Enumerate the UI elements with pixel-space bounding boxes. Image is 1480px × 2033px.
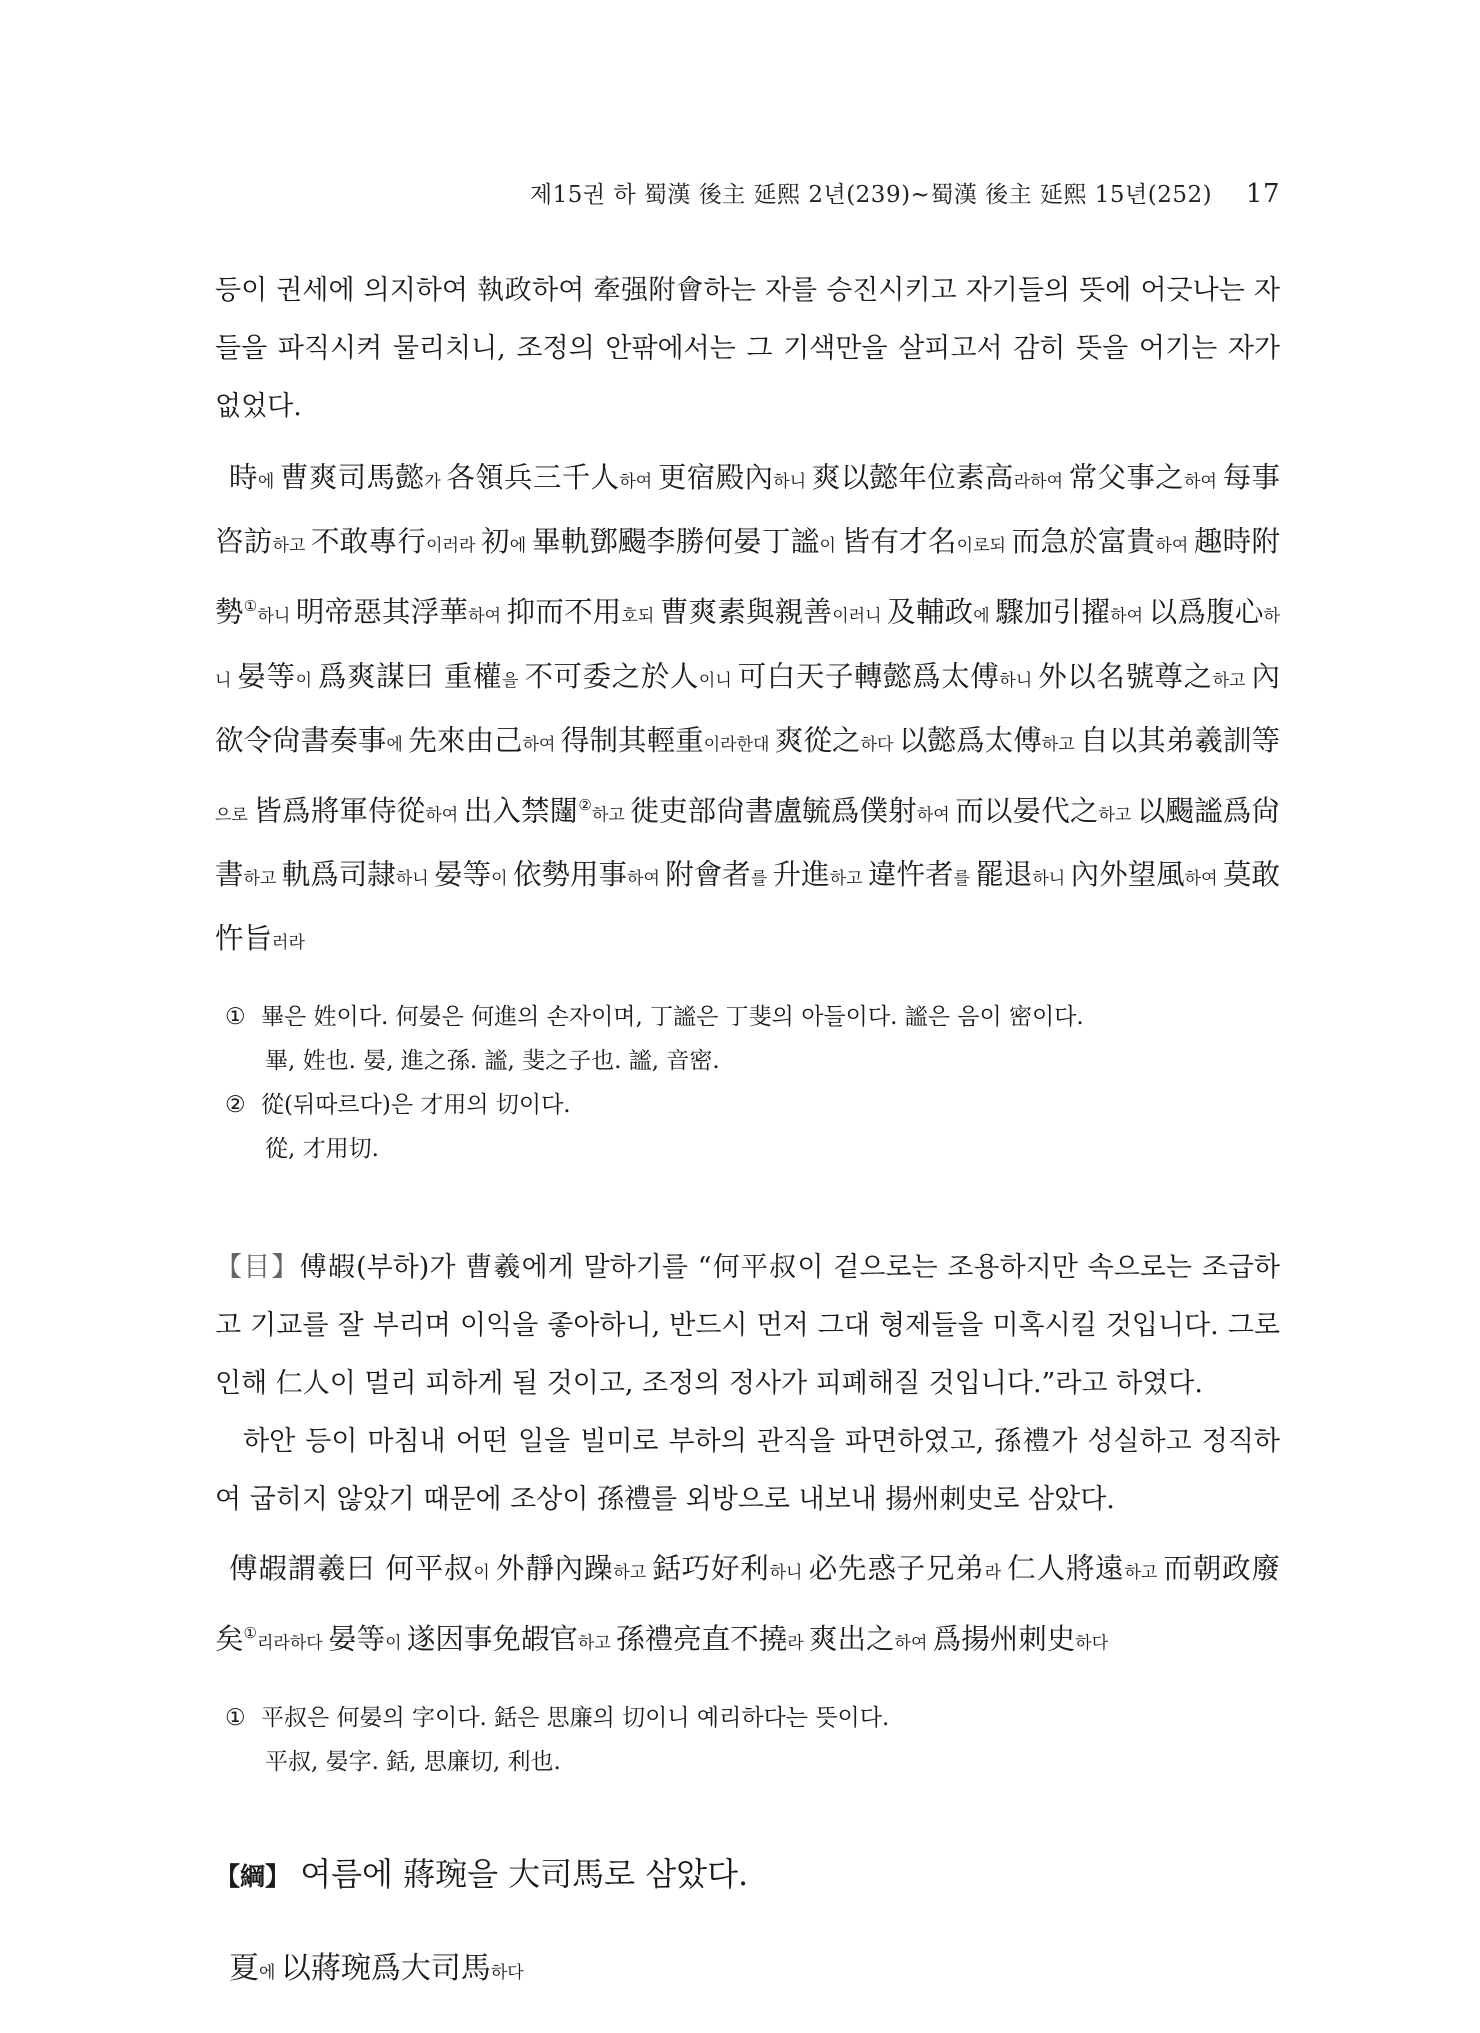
hanja-original-paragraph: 夏에 以蔣琬爲大司馬하다: [229, 1950, 524, 1986]
page-content: [215, 262, 1280, 2033]
footnote-ref: ①: [243, 597, 258, 615]
gang-paragraph: 【綱】 여름에 蔣琬을 大司馬로 삼았다.: [215, 1854, 749, 1893]
footnote-item: ② 從(뒤따르다)은 才用의 切이다. 從, 才用切.: [225, 1092, 571, 1162]
footnote-item: ① 平叔은 何晏의 字이다. 銛은 思廉의 切이니 예리하다는 뜻이다. 平叔, 晏字. 銛, 思廉切, 利也.: [225, 1704, 890, 1775]
section-tag: 【綱】: [215, 1861, 291, 1891]
footnotes: [225, 995, 1280, 1171]
footnote-item: ① 畢은 姓이다. 何晏은 何進의 손자이며, 丁謐은 丁斐의 아들이다. 謐은 음이 密이다. 畢, 姓也. 晏, 進之孫. 謐, 斐之子也. 謐, 音密.: [225, 1004, 1084, 1074]
page-number: 17: [1245, 179, 1280, 209]
hanja-original-paragraph: 傅嘏謂羲曰 何平叔이 外靜內躁하고 銛巧好利하니 必先惑子兄弟라 仁人將遠하고 而朝政廢矣①리라하다 晏等이 遂因事免嘏官하고 孫禮亮直不撓라 爽出之하여 爲揚州刺史하다: [215, 1552, 1280, 1656]
korean-translation-paragraph: 등이 권세에 의지하여 執政하여 牽强附會하는 자를 승진시키고 자기들의 뜻에 어긋나는 자들을 파직시켜 물리치니, 조정의 안팎에서는 그 기색만을 살피고서 감히 뜻을 어기는 자가 없었다.: [215, 275, 1280, 422]
mok-paragraph: 【目】傅嘏(부하)가 曹羲에게 말하기를 “何平叔이 겉으로는 조용하지만 속으로는 조급하고 기교를 잘 부리며 이익을 좋아하니, 반드시 먼저 그대 형제들을 미혹시킬 것입니다. 그로 인해 仁人이 멀리 피하게 될 것이고, 조정의 정사가 피폐해질 것입니다.”라고 하였다.: [215, 1252, 1280, 1399]
hanja-original-paragraph: 時에 曹爽司馬懿가 各領兵三千人하여 更宿殿內하니 爽以懿年位素高라하여 常父事之하여 每事咨訪하고 不敢專行이러라 初에 畢軌鄧颺李勝何晏丁謐이 皆有才名이로되 而急於富貴하여 趣時附勢①하니 明帝惡其浮華하여 抑而不用호되 曹爽素與親善이러니 及輔政에 驟加引擢하여 以爲腹心하니 晏等이 爲爽謀曰 重權을 不可委之於人이니 可白天子轉懿爲太傅하니 外以名號尊之하고 內欲令尙書奏事에 先來由己하여 得制其輕重이라한대 爽從之하다 以懿爲太傅하고 自以其弟羲訓等으로 皆爲將軍侍從하여 出入禁闥②하고 徙吏部尙書盧毓爲僕射하여 而以晏代之하고 以颺謐爲尙書하고 軌爲司隷하니 晏等이 依勢用事하여 附會者를 升進하고 違忤者를 罷退하니 內外望風하여 莫敢忤旨러라: [215, 461, 1281, 955]
footnote-ref: ①: [243, 1624, 257, 1642]
footnote-ref: ②: [578, 795, 592, 814]
footnotes: [225, 1696, 1280, 1784]
running-header: [200, 176, 1280, 209]
korean-translation-paragraph: 하안 등이 마침내 어떤 일을 빌미로 부하의 관직을 파면하였고, 孫禮가 성실하고 정직하여 굽히지 않았기 때문에 조상이 孫禮를 외방으로 내보내 揚州刺史로 삼았다.: [215, 1426, 1280, 1515]
header-title: 제15권 하 蜀漢 後主 延熙 2년(239)~蜀漢 後主 延熙 15년(252): [529, 182, 1213, 208]
section-tag: 【目】: [215, 1252, 300, 1283]
